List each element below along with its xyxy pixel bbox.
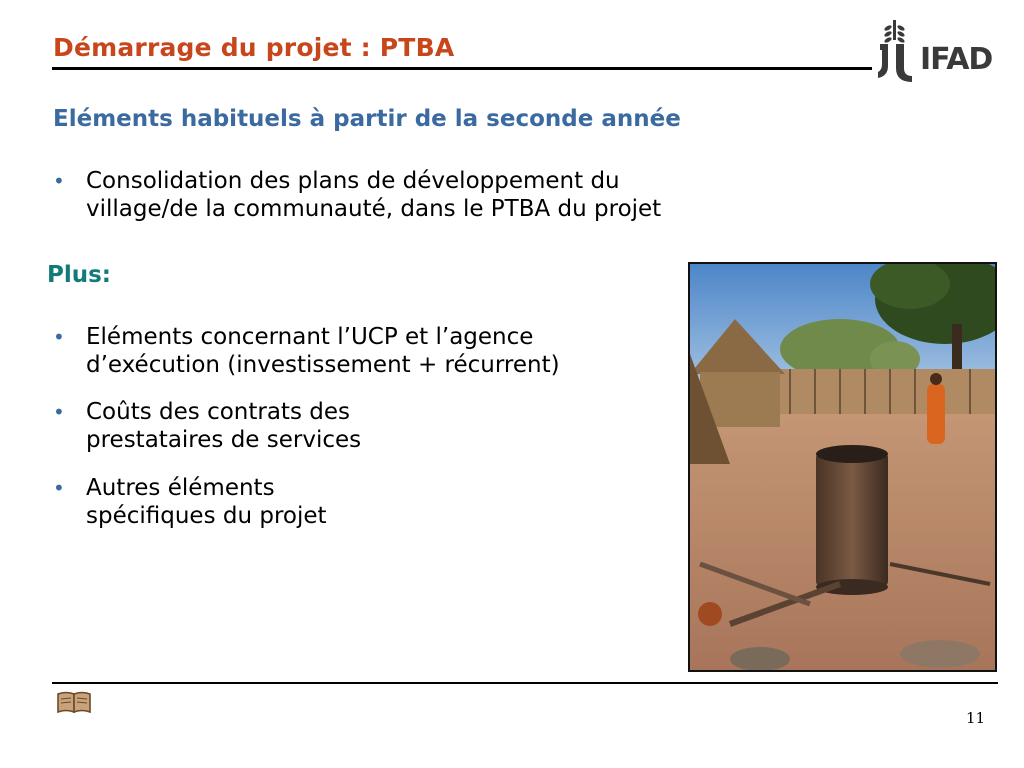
list-item [53,167,661,223]
village-photo [688,262,997,672]
book-icon [56,690,92,714]
plus-heading: Plus: [47,262,112,288]
bullet-dot: • [53,476,65,500]
title-divider [52,67,872,70]
footer-divider [52,682,998,684]
logo-text: IFAD [920,42,993,77]
bullet-text: Consolidation des plans de développement du village/de la communauté, dans le PTBA du projet [86,168,662,222]
bullet-text: Autres éléments spécifiques du projet [86,475,327,529]
bullet-dot: • [53,169,65,193]
list-item [53,398,361,454]
bullet-text: Coûts des contrats des prestataires de services [86,399,362,453]
list-item [53,474,327,530]
slide-title: Démarrage du projet : PTBA [53,33,455,62]
slide-subtitle: Eléments habituels à partir de la seconde année [53,106,681,132]
bullet-text: Eléments concernant l’UCP et l’agence d’exécution (investissement + récurrent) [86,324,560,378]
bullet-dot: • [53,400,65,424]
page-number: 11 [966,709,986,727]
list-item [53,323,560,379]
bullet-dot: • [53,325,65,349]
